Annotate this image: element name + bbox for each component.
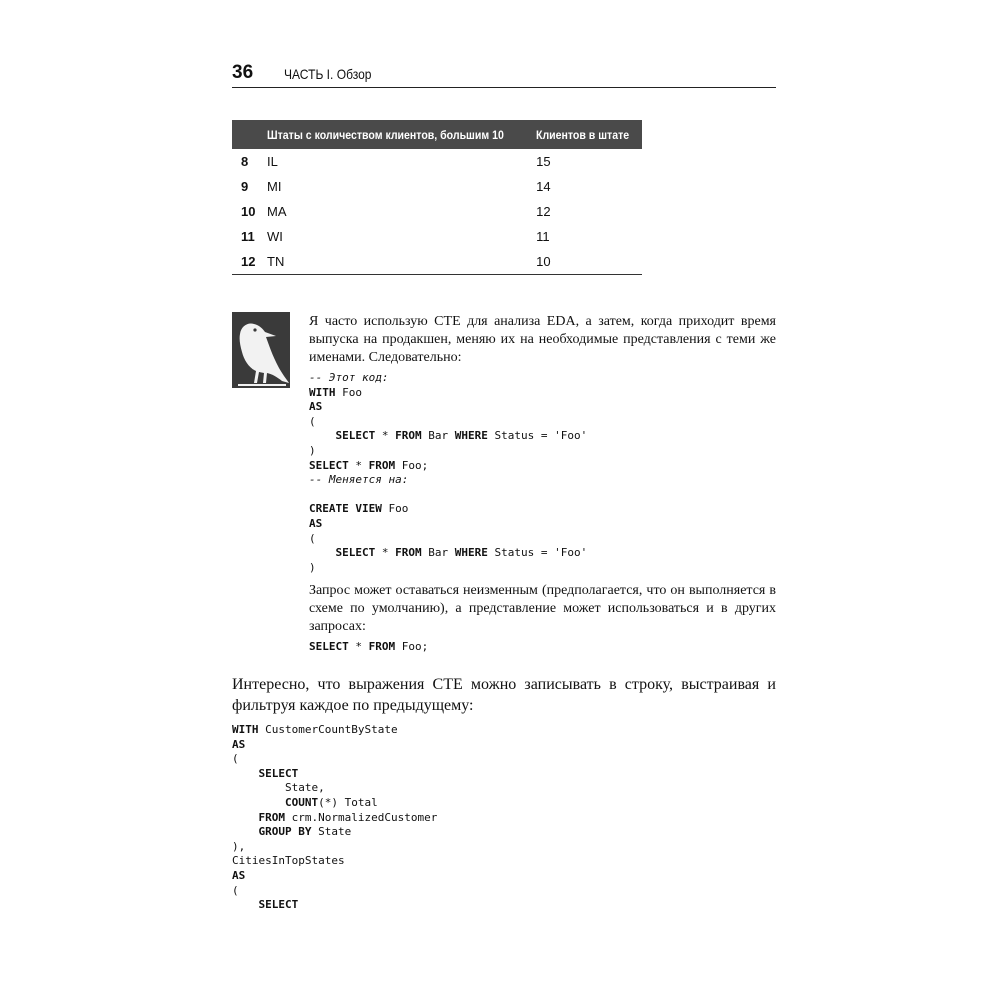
table-header-row (232, 120, 642, 149)
code-line: SELECT * FROM Bar WHERE Status = 'Foo' (335, 429, 588, 443)
code-line: AS (232, 737, 246, 751)
page-number: 36 (232, 62, 254, 83)
table-row (232, 224, 642, 249)
table-row (232, 174, 642, 199)
code-line: SELECT (258, 766, 299, 780)
table-header-index (232, 120, 267, 149)
code-block-cte (232, 723, 437, 913)
code-line: ) (309, 443, 316, 457)
code-line: ( (232, 883, 239, 897)
code-line: ( (309, 531, 316, 545)
table-row (232, 149, 642, 174)
row-count: 15 (536, 154, 551, 169)
row-state: TN (267, 254, 285, 269)
code-line: AS (309, 516, 323, 530)
row-index: 8 (241, 154, 249, 169)
code-line: WITH CustomerCountByState (232, 723, 398, 736)
row-count: 11 (536, 229, 550, 244)
code-block-view (309, 371, 587, 575)
code-line: SELECT (258, 898, 299, 912)
code-line: SELECT * FROM Foo; (309, 640, 429, 653)
code-line: -- Этот код: (309, 371, 389, 384)
row-count: 12 (536, 204, 551, 219)
page-header (232, 60, 776, 88)
code-line: AS (232, 868, 246, 882)
row-state: IL (267, 154, 278, 169)
code-line: -- Меняется на: (309, 473, 409, 487)
code-block-select (309, 640, 428, 655)
code-line: GROUP BY State (258, 825, 352, 839)
table-header-states: Штаты с количеством клиентов, большим 10 (267, 120, 536, 149)
code-line: ) (309, 560, 316, 574)
code-line: COUNT(*) Total (284, 795, 378, 809)
note-paragraph: Я часто использую CTE для анализа EDA, а затем, когда приходит время выпуска на продакшен, меняю их на необходимые представления с теми же именами. Следовательно: (309, 314, 776, 365)
row-state: MA (267, 204, 287, 219)
table-row (232, 199, 642, 224)
code-line: WITH Foo (309, 385, 362, 399)
code-line: AS (309, 400, 323, 414)
code-line: ), (232, 839, 246, 853)
states-table (232, 120, 642, 275)
code-line: ( (232, 752, 239, 766)
body-paragraph: Интересно, что выражения CTE можно записывать в строку, выстраивая и фильтруя каждое по предыдущему: (232, 676, 776, 714)
row-count: 10 (536, 254, 551, 269)
part-title: ЧАСТЬ I. Обзор (284, 66, 372, 82)
table-header-count: Клиентов в штате (536, 120, 642, 149)
note-paragraph-2: Запрос может оставаться неизменным (предполагается, что он выполняется в схеме по умолчанию), а представление может использоваться и в других запросах: (309, 583, 776, 634)
row-index: 11 (241, 229, 255, 244)
code-line: State, (232, 781, 325, 795)
crow-icon (232, 312, 290, 388)
row-index: 12 (241, 254, 256, 269)
row-state: MI (267, 179, 282, 194)
code-line: ( (309, 414, 316, 428)
row-count: 14 (536, 179, 551, 194)
row-index: 10 (241, 204, 256, 219)
code-line: SELECT * FROM Foo; (309, 458, 429, 472)
code-line: SELECT * FROM Bar WHERE Status = 'Foo' (335, 546, 588, 560)
row-state: WI (267, 229, 283, 244)
code-line: CitiesInTopStates (232, 854, 345, 868)
code-line: FROM crm.NormalizedCustomer (258, 810, 438, 824)
table-row (232, 249, 642, 275)
row-index: 9 (241, 179, 249, 194)
code-line: CREATE VIEW Foo (309, 502, 409, 516)
